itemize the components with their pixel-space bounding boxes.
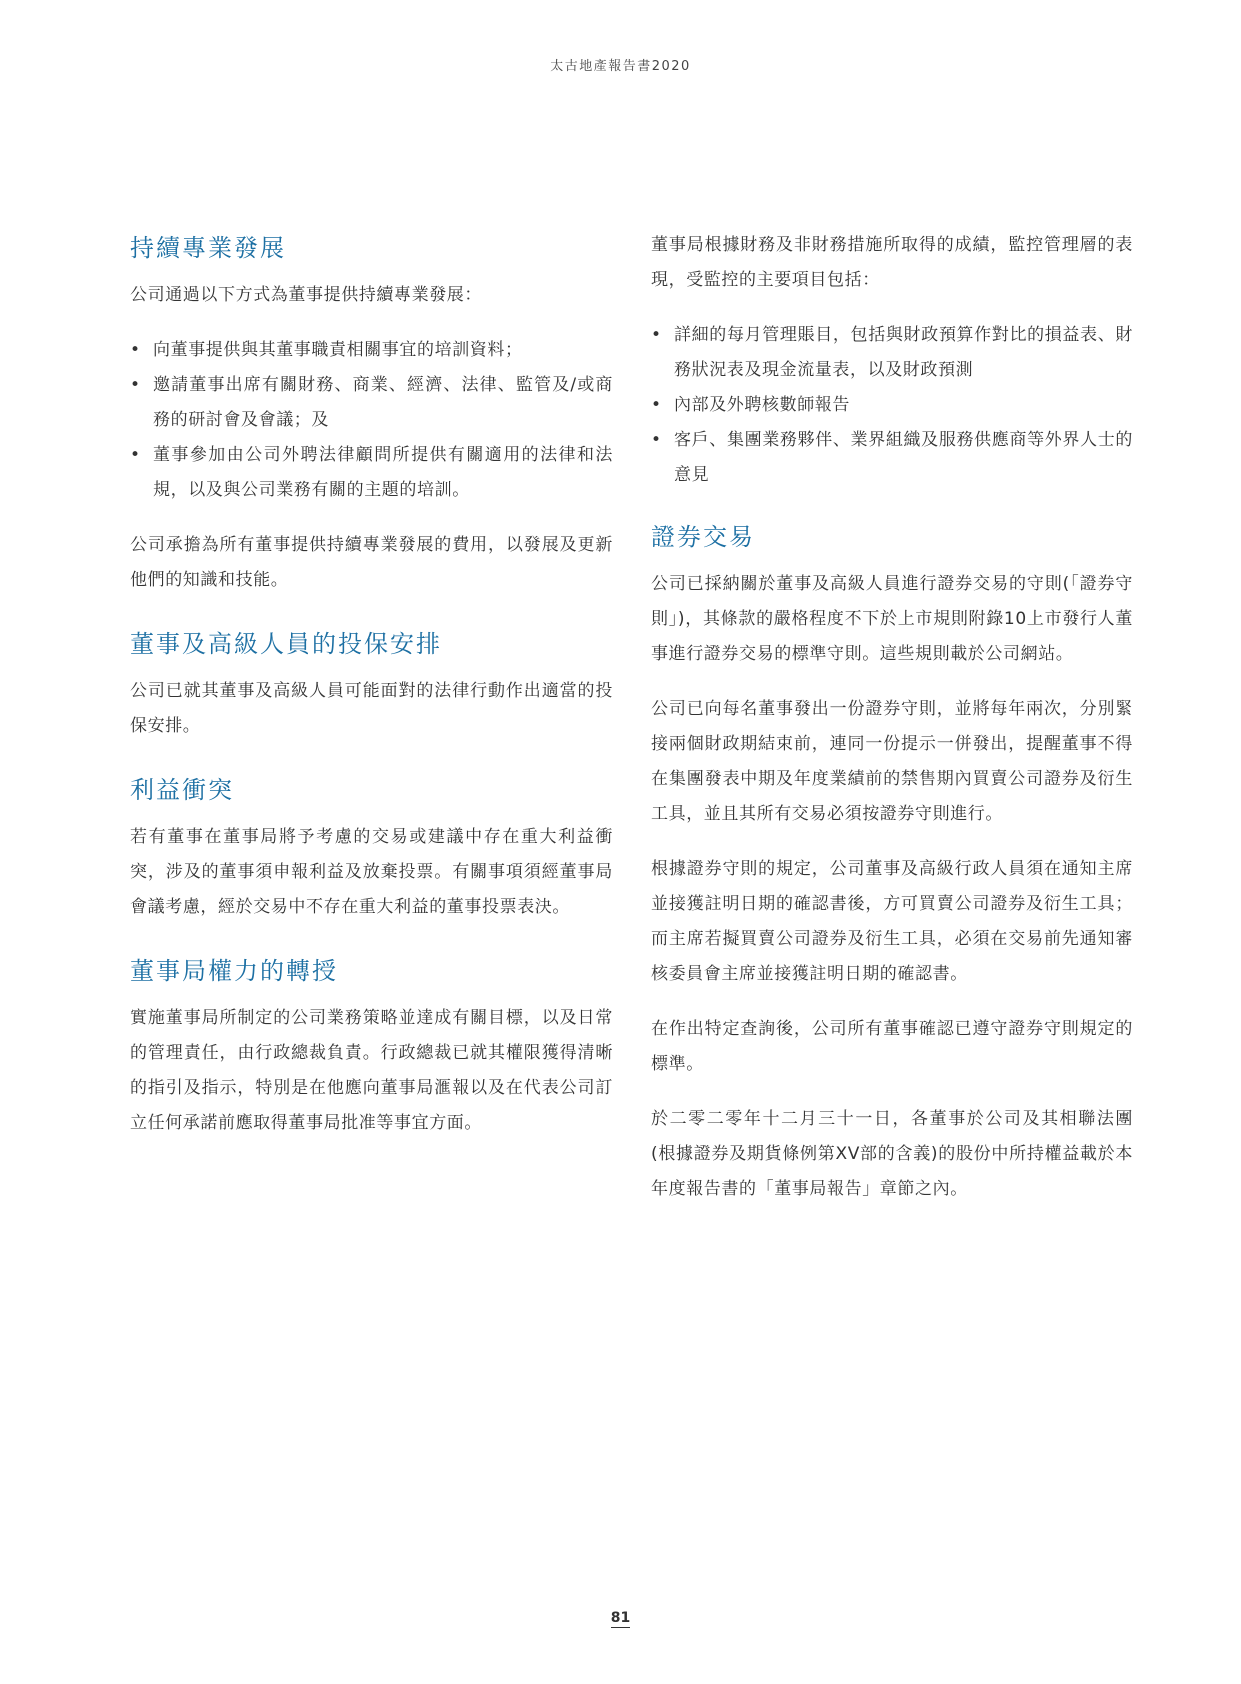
paragraph: 公司承擔為所有董事提供持續專業發展的費用，以發展及更新他們的知識和技能。 bbox=[130, 535, 613, 590]
paragraph: 若有董事在董事局將予考慮的交易或建議中存在重大利益衝突，涉及的董事須申報利益及放棄投票。有關事項須經董事局會議考慮，經於交易中不存在重大利益的董事投票表決。 bbox=[130, 827, 613, 917]
list-item: • 內部及外聘核數師報告 bbox=[651, 388, 1133, 423]
paragraph: 公司通過以下方式為董事提供持續專業發展： bbox=[130, 285, 482, 305]
list-item: • 向董事提供與其董事職責相關事宜的培訓資料； bbox=[130, 333, 613, 368]
list-item: • 邀請董事出席有關財務、商業、經濟、法律、監管及/或商務的研討會及會議；及 bbox=[130, 368, 613, 438]
page-number bbox=[0, 1610, 1241, 1626]
list-item: • 客戶、集團業務夥伴、業界組織及服務供應商等外界人士的意見 bbox=[651, 423, 1133, 493]
section-performance-monitoring bbox=[651, 228, 1133, 493]
paragraph: 公司已向每名董事發出一份證券守則，並將每年兩次，分別緊接兩個財政期結束前，連同一份提示一併發出，提醒董事不得在集團發表中期及年度業績前的禁售期內買賣公司證券及衍生工具，並且其所有交易必須按證券守則進行。 bbox=[651, 699, 1133, 824]
section-heading: 持續專業發展 bbox=[130, 234, 286, 262]
section-conflict-of-interest bbox=[130, 770, 613, 925]
paragraph: 在作出特定查詢後，公司所有董事確認已遵守證券守則規定的標準。 bbox=[651, 1019, 1133, 1074]
section-heading: 利益衝突 bbox=[130, 776, 234, 804]
section-continuous-professional-development bbox=[130, 228, 613, 598]
paragraph: 實施董事局所制定的公司業務策略並達成有關目標，以及日常的管理責任，由行政總裁負責。行政總裁已就其權限獲得清晰的指引及指示，特別是在他應向董事局滙報以及在代表公司訂立任何承諾前應取得董事局批准等事宜方面。 bbox=[130, 1008, 613, 1133]
right-column bbox=[651, 228, 1133, 1227]
paragraph: 於二零二零年十二月三十一日，各董事於公司及其相聯法團(根據證券及期貨條例第XV部的含義)的股份中所持權益載於本年度報告書的「董事局報告」章節之內。 bbox=[651, 1109, 1133, 1199]
list-item: • 詳細的每月管理賬目，包括與財政預算作對比的損益表、財務狀況表及現金流量表，以及財政預測 bbox=[651, 318, 1133, 388]
bullet-list bbox=[130, 333, 613, 508]
paragraph: 根據證券守則的規定，公司董事及高級行政人員須在通知主席並接獲註明日期的確認書後，方可買賣公司證券及衍生工具；而主席若擬買賣公司證券及衍生工具，必須在交易前先通知審核委員會主席並接獲註明日期的確認書。 bbox=[651, 859, 1133, 984]
paragraph: 公司已就其董事及高級人員可能面對的法律行動作出適當的投保安排。 bbox=[130, 681, 613, 736]
section-heading: 證券交易 bbox=[651, 523, 755, 551]
paragraph: 公司已採納關於董事及高級人員進行證券交易的守則(「證券守則」)，其條款的嚴格程度不下於上市規則附錄10上市發行人董事進行證券交易的標準守則。這些規則載於公司網站。 bbox=[651, 574, 1133, 664]
bullet-list bbox=[651, 318, 1133, 493]
section-delegation-of-powers bbox=[130, 951, 613, 1141]
paragraph: 董事局根據財務及非財務措施所取得的成績，監控管理層的表現，受監控的主要項目包括： bbox=[651, 235, 1133, 290]
section-securities-transactions bbox=[651, 517, 1133, 1207]
left-column bbox=[130, 228, 613, 1161]
section-heading: 董事及高級人員的投保安排 bbox=[130, 630, 442, 658]
list-item: • 董事參加由公司外聘法律顧問所提供有關適用的法律和法規，以及與公司業務有關的主題的培訓。 bbox=[130, 438, 613, 508]
page-number-value: 81 bbox=[610, 1610, 631, 1626]
section-heading: 董事局權力的轉授 bbox=[130, 957, 338, 985]
running-header: 太古地產報告書2020 bbox=[550, 59, 691, 74]
section-insurance bbox=[130, 624, 613, 744]
